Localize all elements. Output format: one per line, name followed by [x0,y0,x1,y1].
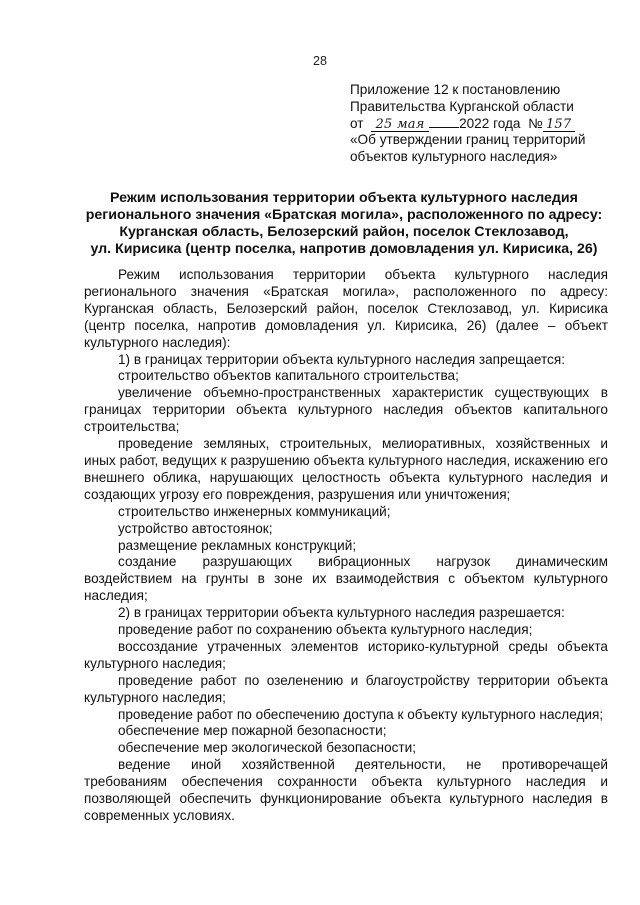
list-item: устройство автостоянок; [118,520,273,536]
title-line-2: регионального значения «Братская могила», расположенного по адресу: [85,207,603,223]
list-item: размещение рекламных конструкций; [118,537,357,553]
title-line-3: Курганская область, Белозерский район, поселок Стеклозавод, [119,224,569,240]
paragraph-permitted-header: 2) в границах территории объекта культурного наследия разрешается: [118,605,565,621]
handwritten-number: 157 [545,116,572,132]
list-item: строительство инженерных коммуникаций; [118,503,391,519]
date-prefix: от [350,115,364,131]
list-item: проведение работ по озеленению и благоустройству территории объекта культурного наследия; [84,672,608,705]
list-item: проведение работ по обеспечению доступа к объекту культурного наследия; [118,706,604,722]
list-item: ведение иной хозяйственной деятельности, не противоречащей требованиям обеспечения сохранности объекта культурного наследия и позволяющей обеспечить функционирование объекта культурного наследия в современных условиях. [84,757,608,823]
list-item: обеспечение мер пожарной безопасности; [118,723,387,739]
document-body [84,267,608,825]
year-text: 2022 года [459,115,521,131]
page-number: 28 [313,54,327,68]
title-line-4: ул. Кирисика (центр поселка, напротив домовладения ул. Кирисика, 26) [90,241,598,257]
list-item: проведение работ по сохранению объекта культурного наследия; [118,622,533,638]
list-item: обеспечение мер экологической безопасности; [118,740,417,756]
list-item: увеличение объемно-пространственных характеристик существующих в границах территории объекта культурного наследия объектов капитального строительства; [84,385,608,435]
document-title [78,190,610,258]
appendix-line-2: Правительства Курганской области [350,98,574,114]
paragraph-prohibited-header: 1) в границах территории объекта культурного наследия запрещается: [118,351,565,367]
list-item: воссоздание утраченных элементов историко-культурной среды объекта культурного наследия; [84,638,608,671]
list-item: создание разрушающих вибрационных нагрузок динамическим воздействием на грунты в зоне их взаимодействия с объектом культурного наследия; [84,554,608,604]
appendix-line-4: «Об утверждении границ территорий [350,132,586,148]
appendix-line-1: Приложение 12 к постановлению [350,82,561,97]
list-item: проведение земляных, строительных, мелиоративных, хозяйственных и иных работ, ведущих к разрушению объекта культурного наследия, искажению его внешнего облика, нарушающих целостность объекта культурного наследия и создающих угрозу его повреждения, разрушения или уничтожения; [84,436,608,502]
handwritten-date: 25 мая [375,116,425,132]
number-sign: № [528,115,543,131]
appendix-date-line [350,116,635,133]
paragraph-intro: Режим использования территории объекта культурного наследия регионального значения «Братская могила», расположенного по адресу: Курганская область, Белозерский район, поселок Стеклозавод, ул. Кирисика (центр поселка, напротив домовладения ул. Кирисика, 26) (далее – объект культурного наследия): [84,267,608,350]
appendix-line-5: объектов культурного наследия» [350,149,558,165]
list-item: строительство объектов капитального строительства; [118,368,459,384]
title-line-1: Режим использования территории объекта культурного наследия [110,190,578,206]
appendix-block [350,82,635,166]
